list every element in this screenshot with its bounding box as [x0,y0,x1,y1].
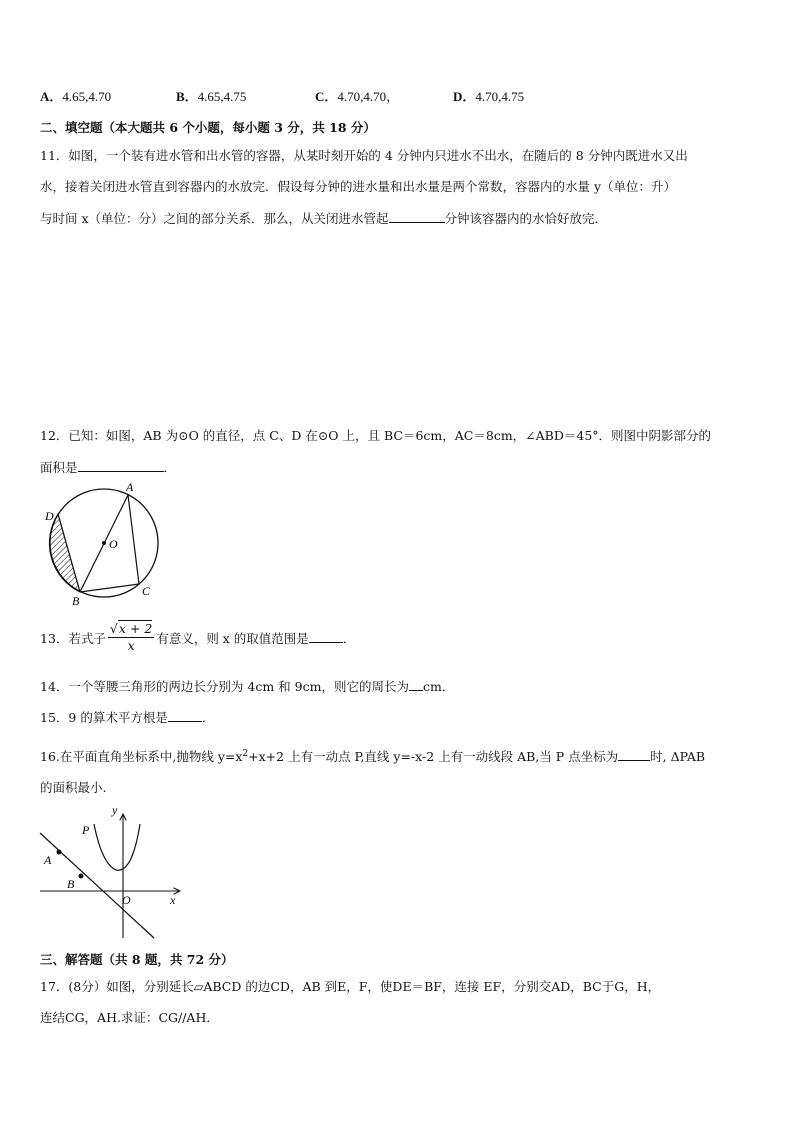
option-c-value: 4.70,4.70， [337,89,400,104]
q11-answer-blank[interactable] [389,209,445,223]
q14-line [40,677,454,696]
option-c-label: C． [315,89,338,104]
label-a: A [126,480,134,494]
section3-heading: 三、解答题（共 8 题，共 72 分） [40,952,234,967]
q11-line2: 水，接着关闭进水管直到容器内的水放完．假设每分钟的进水量和出水量是两个常数，容器内的水量 y（单位：升） [40,179,677,194]
q16-coordinate-figure [36,802,186,942]
q12-line2-end: ． [163,460,177,475]
center-point [102,541,106,545]
label-o: O [109,537,118,551]
point-a [57,850,62,855]
q11-line3-end: 分钟该容器内的水恰好放完． [444,211,608,226]
option-d-value: 4.70,4.75 [475,89,525,104]
option-b-value: 4.65,4.75 [197,89,247,104]
option-a-label: A． [40,89,63,104]
q12-circle-figure [38,478,170,608]
label-x: x [170,893,176,907]
q15-line [40,708,214,727]
q12-line2 [40,458,176,477]
q15-text: 15．9 的算术平方根是 [40,710,168,725]
q12-answer-blank[interactable] [78,458,164,472]
q11-line3 [40,209,607,228]
q16-text-c: 时, ΔPAB [650,749,706,765]
label-p: P [82,823,90,837]
label-c: C [142,584,151,598]
q13-numerator: x + 2 [118,621,153,636]
q13-answer-blank[interactable] [309,629,343,643]
label-o: O [122,893,131,907]
q16-line1 [40,745,705,766]
q13-fraction [108,621,154,654]
q13-suffix: 有意义，则 x 的取值范围是 [156,631,309,646]
q13-prefix: 13．若式子 [40,631,106,646]
option-c [315,86,399,105]
option-d-label: D． [453,89,476,104]
option-b-label: B． [176,89,198,104]
chord-ac [128,495,139,584]
q14-unit: cm． [422,679,455,694]
line-y-neg-x-minus-2 [40,833,154,938]
q13-end: ． [342,631,356,646]
q15-end: ． [201,710,215,725]
q16-text-a: 16.在平面直角坐标系中,抛物线 y=x [40,749,243,765]
parabola [94,824,140,870]
point-b [79,874,84,879]
q11-line3-text: 与时间 x（单位：分）之间的部分关系．那么，从关闭进水管起 [40,211,389,226]
option-a-value: 4.65,4.70 [62,89,112,104]
label-b: B [72,594,80,608]
label-d: D [45,509,54,523]
label-b: B [67,877,75,891]
option-d [453,86,524,105]
option-b [176,86,246,105]
q14-text: 14．一个等腰三角形的两边长分别为 4cm 和 9cm，则它的周长为 [40,679,409,694]
sqrt-sign: √ [109,621,118,636]
q12-line1: 12．已知：如图，AB 为⊙O 的直径，点 C、D 在⊙O 上，且 BC＝6cm，AC＝8cm，∠ABD＝45°．则图中阴影部分的 [40,428,712,443]
q16-sup: 2 [242,749,249,759]
option-a [40,86,111,105]
q14-answer-blank[interactable] [409,677,423,691]
section2-heading: 二、填空题（本大题共 6 个小题，每小题 3 分，共 18 分） [40,120,376,135]
q16-line2: 的面积最小. [40,780,107,795]
q12-line2-text: 面积是 [40,460,78,475]
q16-answer-blank[interactable] [618,747,650,761]
q13-denominator: x [127,638,135,653]
label-a: A [44,853,52,867]
q15-answer-blank[interactable] [168,708,202,722]
q17-line1: 17．(8分）如图，分别延长▱ABCD 的边CD，AB 到E，F，使DE＝BF，连接 EF，分别交AD，BC于G，H， [40,979,661,994]
q13-line [40,622,355,656]
shaded-region [49,514,80,592]
q11-line1: 11．如图，一个装有进水管和出水管的容器，从某时刻开始的 4 分钟内只进水不出水，在随后的 8 分钟内既进水又出 [40,148,688,163]
q16-text-b: +x+2 上有一动点 P,直线 y=-x-2 上有一动线段 AB,当 P 点坐标为 [248,749,619,765]
q17-line2: 连结CG，AH.求证：CG//AH． [40,1010,219,1025]
label-y: y [112,803,118,817]
